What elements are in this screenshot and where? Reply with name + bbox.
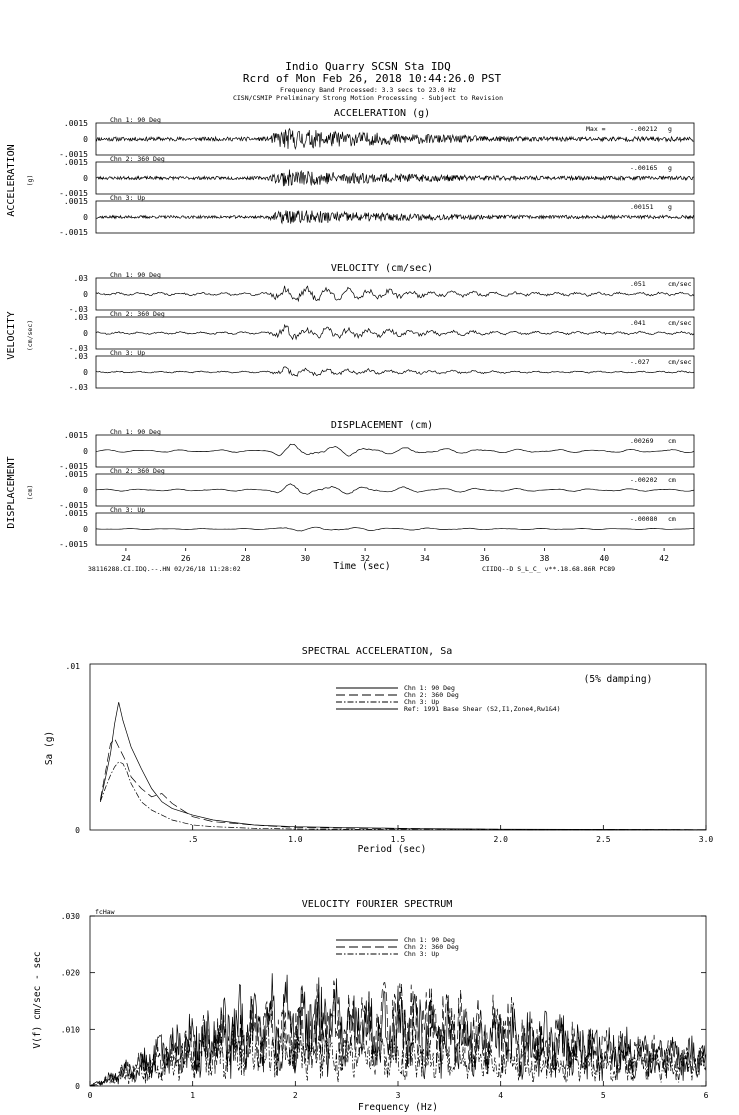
channel-ytick-zero: 0 [83, 525, 88, 534]
channel-name: Chn 2: 360 Deg [110, 155, 165, 163]
channel-name: Chn 2: 360 Deg [110, 467, 165, 475]
fourier-xtick-label: 4 [498, 1091, 504, 1100]
channel-ytick-bottom: -.0015 [59, 540, 88, 549]
time-tick-label: 34 [420, 554, 430, 563]
channel-trace [96, 444, 694, 456]
channel-trace [96, 286, 694, 301]
panel-acceleration [6, 108, 694, 237]
channel-ytick-top: .0015 [63, 119, 88, 128]
spectral-series-chn-3-up [100, 762, 706, 830]
channel-name: Chn 1: 90 Deg [110, 271, 161, 279]
fourier-xtick-label: 2 [292, 1091, 298, 1100]
channel-ytick-bottom: -.0015 [59, 462, 88, 471]
channel-trace [96, 527, 694, 531]
channel-name: Chn 3: Up [110, 349, 146, 357]
channel-max-value: -.027 [630, 358, 650, 366]
channel-ytick-top: .03 [73, 352, 88, 361]
spectral-curves [100, 702, 706, 830]
channel-ytick-zero: 0 [83, 447, 88, 456]
channel-unit: cm/sec [668, 280, 692, 288]
channel-max-value: .041 [630, 319, 646, 327]
fourier-legend [336, 936, 459, 958]
channel-max-value: -.00202 [630, 476, 658, 484]
channel-max-value: .051 [630, 280, 646, 288]
spectral-xlabel: Period (sec) [357, 844, 427, 855]
channel-max-value: -.00080 [630, 515, 658, 523]
channel-trace [96, 325, 694, 339]
panel-ylabel: ACCELERATION [6, 144, 17, 217]
channel-max-value: -.00212 [630, 125, 658, 133]
spectral-legend [336, 684, 561, 713]
fourier-ytick-label: .030 [60, 912, 80, 921]
fourier-xlabel: Frequency (Hz) [357, 1102, 439, 1113]
panel-title: ACCELERATION (g) [333, 108, 431, 119]
fourier-ytick-label: .010 [60, 1025, 80, 1035]
processing-version: CIIDQ--D S_L_C_ v**.18.68.86R PC89 [482, 565, 616, 573]
channel-ytick-top: .03 [73, 274, 88, 283]
processing-note: CISN/CSMIP Preliminary Strong Motion Processing - Subject to Revision [232, 94, 504, 102]
channel-name: Chn 2: 360 Deg [110, 310, 165, 318]
spectral-legend-label: Ref: 1991 Base Shear (S2,I1,Zone4,Rw1&4) [404, 705, 561, 713]
channel-max-value: -.00165 [630, 164, 658, 172]
channel-ytick-zero: 0 [83, 290, 88, 299]
channel-unit: cm [668, 437, 676, 445]
panel-yunit: (cm/sec) [26, 319, 34, 352]
channel-trace [96, 210, 694, 223]
channel-unit: g [668, 203, 672, 211]
channel-trace [96, 367, 694, 376]
spectral-xtick-label: .5 [187, 835, 198, 844]
time-axis-label: Time (sec) [333, 561, 391, 572]
spectral-xtick-label: 2.0 [493, 835, 508, 844]
spectral-title: SPECTRAL ACCELERATION, Sa [301, 646, 453, 657]
fourier-series-chn-3-up [90, 1022, 706, 1086]
fourier-xtick-label: 1 [190, 1091, 196, 1100]
channel-unit: cm/sec [668, 319, 692, 327]
panel-ylabel: DISPLACEMENT [6, 456, 17, 529]
panel-ylabel: VELOCITY [6, 311, 17, 360]
fourier-xtick-label: 3 [395, 1091, 401, 1100]
panel-title: VELOCITY (cm/sec) [330, 263, 434, 274]
channel-trace [96, 170, 694, 187]
channel-ytick-bottom: -.03 [68, 305, 88, 314]
station-title: Indio Quarry SCSN Sta IDQ [285, 60, 451, 73]
channel-ytick-zero: 0 [83, 135, 88, 144]
channel-max-value: .00269 [630, 437, 654, 445]
spectral-x-ticks [188, 825, 714, 844]
channel-name: Chn 3: Up [110, 506, 146, 514]
channel-unit: g [668, 125, 672, 133]
channel-ytick-top: .0015 [63, 431, 88, 440]
channel-ytick-zero: 0 [83, 213, 88, 222]
channel-max-prefix: Max = [586, 125, 606, 133]
fourier-xtick-label: 6 [703, 1091, 709, 1100]
channel-ytick-bottom: -.03 [68, 344, 88, 353]
record-id: 38116288.CI.IDQ.--.HN 02/26/18 11:28:02 [88, 565, 241, 573]
fourier-corner-label: fcHaw [95, 908, 115, 916]
fourier-ytick-label: 0 [75, 1082, 80, 1091]
time-tick-label: 42 [659, 554, 669, 563]
channel-ytick-zero: 0 [83, 174, 88, 183]
fourier-title: VELOCITY FOURIER SPECTRUM [301, 899, 453, 910]
spectral-series-chn-1-90-deg [100, 702, 706, 830]
panel-yunit: (g) [26, 174, 34, 187]
spectral-ytick-zero: 0 [75, 826, 80, 835]
channel-ytick-top: .0015 [63, 197, 88, 206]
fourier-legend-label: Chn 2: 360 Deg [404, 943, 459, 951]
spectral-series-chn-2-360-deg [100, 739, 706, 830]
time-tick-label: 24 [121, 554, 131, 563]
time-tick-label: 32 [360, 554, 370, 563]
channel-ytick-top: .0015 [63, 509, 88, 518]
fourier-legend-label: Chn 1: 90 Deg [404, 936, 455, 944]
channel-ytick-bottom: -.0015 [59, 150, 88, 159]
channel-ytick-zero: 0 [83, 329, 88, 338]
spectral-legend-label: Chn 3: Up [404, 698, 440, 706]
time-tick-label: 30 [300, 554, 311, 563]
channel-ytick-bottom: -.0015 [59, 189, 88, 198]
damping-note: (5% damping) [583, 674, 653, 685]
fourier-ylabel: V(f) cm/sec - sec [32, 951, 43, 1049]
channel-ytick-bottom: -.03 [68, 383, 88, 392]
channel-unit: cm/sec [668, 358, 692, 366]
channel-max-value: .00151 [630, 203, 654, 211]
spectral-ylabel: Sa (g) [44, 730, 55, 766]
channel-ytick-bottom: -.0015 [59, 228, 88, 237]
spectral-xtick-label: 1.0 [288, 835, 303, 844]
time-axis [121, 548, 669, 563]
spectral-xtick-label: 2.5 [596, 835, 611, 844]
time-tick-label: 28 [240, 554, 251, 563]
channel-ytick-top: .0015 [63, 470, 88, 479]
panel-title: DISPLACEMENT (cm) [330, 420, 434, 431]
fourier-ytick-label: .020 [60, 968, 80, 978]
channel-ytick-bottom: -.0015 [59, 501, 88, 510]
spectral-plot-frame [90, 664, 706, 830]
time-tick-label: 36 [479, 554, 490, 563]
panel-velocity [6, 263, 694, 392]
channel-unit: cm [668, 515, 676, 523]
time-tick-label: 38 [539, 554, 550, 563]
channel-name: Chn 1: 90 Deg [110, 428, 161, 436]
channel-name: Chn 1: 90 Deg [110, 116, 161, 124]
panel-displacement [6, 420, 694, 549]
channel-trace [96, 484, 694, 495]
fourier-legend-label: Chn 3: Up [404, 950, 440, 958]
spectral-legend-label: Chn 2: 360 Deg [404, 691, 459, 699]
spectral-ytick-top: .01 [65, 662, 80, 671]
channel-ytick-top: .03 [73, 313, 88, 322]
spectral-legend-label: Chn 1: 90 Deg [404, 684, 455, 692]
spectral-xtick-label: 1.5 [390, 835, 406, 844]
channel-ytick-top: .0015 [63, 158, 88, 167]
fourier-xtick-label: 0 [87, 1091, 93, 1100]
frequency-band: Frequency Band Processed: 3.3 secs to 23.0 Hz [279, 86, 457, 94]
channel-ytick-zero: 0 [83, 486, 88, 495]
channel-ytick-zero: 0 [83, 368, 88, 377]
channel-frame [96, 201, 694, 233]
record-date: Rcrd of Mon Feb 26, 2018 10:44:26.0 PST [242, 72, 502, 85]
channel-name: Chn 3: Up [110, 194, 146, 202]
time-series-panels [6, 108, 694, 549]
fourier-curves [90, 973, 706, 1086]
channel-unit: g [668, 164, 672, 172]
time-tick-label: 40 [599, 554, 610, 563]
time-tick-label: 26 [180, 554, 191, 563]
spectral-xtick-label: 3.0 [698, 835, 714, 844]
channel-unit: cm [668, 476, 676, 484]
fourier-xtick-label: 5 [600, 1091, 606, 1100]
panel-yunit: (cm) [26, 484, 34, 501]
